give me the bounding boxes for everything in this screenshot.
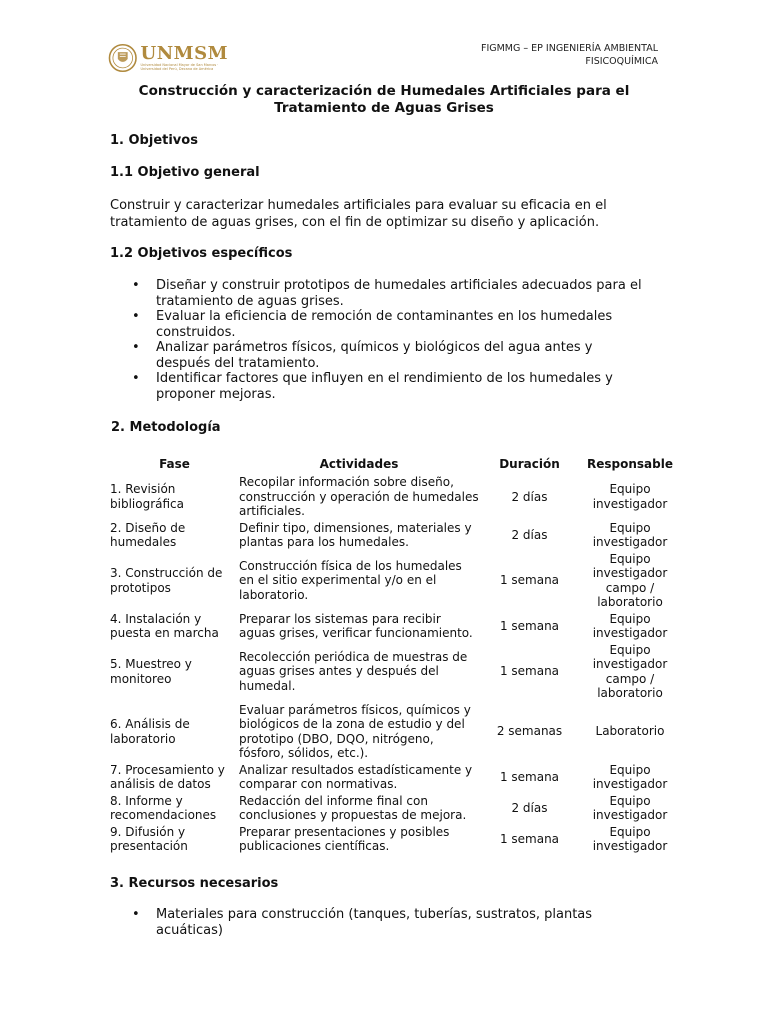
section-objectives-heading: 1. Objetivos <box>110 133 198 148</box>
table-row <box>110 475 680 521</box>
table-row <box>110 643 680 703</box>
duration-cell: 1 semana <box>499 664 560 679</box>
logo-name: UNMSM <box>140 42 228 64</box>
department-label: FIGMMG – EP INGENIERÍA AMBIENTAL <box>480 43 658 54</box>
activity-cell: Recopilar información sobre diseño, construcción y operación de humedales artificiales. <box>239 475 479 518</box>
list-item: • Analizar parámetros físicos, químicos y biológicos del agua antes y después del tratamiento. <box>110 340 650 371</box>
responsible-cell: Laboratorio <box>595 724 665 739</box>
header-info <box>481 42 658 68</box>
section-methodology-heading: 2. Metodología <box>111 420 221 435</box>
phase-cell: 8. Informe y recomendaciones <box>110 793 217 822</box>
document-title: Construcción y caracterización de Humedales Artificiales para el Tratamiento de Aguas Grises <box>138 83 630 116</box>
activity-cell: Analizar resultados estadísticamente y comparar con normativas. <box>239 762 473 791</box>
responsible-cell: Equipo investigador campo / laboratorio <box>592 551 668 609</box>
specific-objectives-heading: 1.2 Objetivos específicos <box>110 246 293 261</box>
table-row <box>110 825 680 856</box>
column-header-duration: Duración <box>499 456 560 471</box>
table-row <box>110 703 680 763</box>
activity-cell: Construcción física de los humedales en el sitio experimental y/o en el laboratorio. <box>239 558 462 602</box>
methodology-table <box>110 453 680 856</box>
duration-cell: 1 semana <box>499 618 560 633</box>
phase-cell: 7. Procesamiento y análisis de datos <box>110 762 225 791</box>
phase-cell: 3. Construcción de prototipos <box>110 566 223 595</box>
duration-cell: 2 días <box>511 527 548 542</box>
duration-cell: 1 semana <box>499 831 560 846</box>
university-logo <box>108 40 228 76</box>
column-header-phase: Fase <box>159 456 190 471</box>
general-objective-heading: 1.1 Objetivo general <box>110 165 260 180</box>
phase-cell: 6. Análisis de laboratorio <box>110 717 190 746</box>
duration-cell: 1 semana <box>499 769 560 784</box>
table-row <box>110 612 680 643</box>
phase-cell: 9. Difusión y presentación <box>110 824 188 853</box>
table-row <box>110 521 680 552</box>
responsible-cell: Equipo investigador <box>592 824 668 853</box>
phase-cell: 2. Diseño de humedales <box>110 520 186 549</box>
specific-objectives-list <box>110 278 650 402</box>
duration-cell: 2 días <box>511 489 548 504</box>
phase-cell: 1. Revisión bibliográfica <box>110 482 184 511</box>
logo-subtitle: Universidad Nacional Mayor de San Marcos · Universidad del Perú, Decana de América <box>140 62 219 71</box>
list-item: • Identificar factores que influyen en el rendimiento de los humedales y proponer mejoras. <box>110 371 650 402</box>
activity-cell: Recolección periódica de muestras de aguas grises antes y después del humedal. <box>239 649 468 693</box>
table-row <box>110 552 680 612</box>
responsible-cell: Equipo investigador <box>592 793 668 822</box>
responsible-cell: Equipo investigador <box>592 482 668 511</box>
phase-cell: 5. Muestreo y monitoreo <box>110 657 192 686</box>
activity-cell: Definir tipo, dimensiones, materiales y plantas para los humedales. <box>239 520 472 549</box>
list-item: • Evaluar la eficiencia de remoción de contaminantes en los humedales construidos. <box>110 309 650 340</box>
duration-cell: 2 días <box>511 800 548 815</box>
column-header-responsible: Responsable <box>587 456 673 471</box>
resources-list <box>110 907 650 938</box>
responsible-cell: Equipo investigador <box>592 520 668 549</box>
activity-cell: Evaluar parámetros físicos, químicos y biológicos de la zona de estudio y del prototipo (DBO, DQO, nitrógeno, fósforo, sólidos, etc.). <box>239 702 471 760</box>
table-row <box>110 794 680 825</box>
general-objective-text: Construir y caracterizar humedales artificiales para evaluar su eficacia en el tratamiento de aguas grises, con el fin de optimizar su diseño y aplicación. <box>110 198 607 230</box>
phase-cell: 4. Instalación y puesta en marcha <box>110 611 219 640</box>
duration-cell: 2 semanas <box>496 724 563 739</box>
list-item: • Diseñar y construir prototipos de humedales artificiales adecuados para el tratamiento de aguas grises. <box>110 278 650 309</box>
table-row <box>110 763 680 794</box>
course-label: FISICOQUÍMICA <box>585 56 658 67</box>
duration-cell: 1 semana <box>499 573 560 588</box>
column-header-activities: Actividades <box>319 456 399 471</box>
activity-cell: Preparar los sistemas para recibir aguas grises, verificar funcionamiento. <box>239 611 473 640</box>
responsible-cell: Equipo investigador campo / laboratorio <box>592 642 668 700</box>
activity-cell: Preparar presentaciones y posibles publicaciones científicas. <box>239 824 450 853</box>
list-item: • Materiales para construcción (tanques, tuberías, sustratos, plantas acuáticas) <box>110 907 650 938</box>
activity-cell: Redacción del informe final con conclusiones y propuestas de mejora. <box>239 793 467 822</box>
responsible-cell: Equipo investigador <box>592 762 668 791</box>
section-resources-heading: 3. Recursos necesarios <box>110 876 279 891</box>
table-header-row <box>110 453 680 475</box>
university-seal-icon <box>108 43 138 73</box>
responsible-cell: Equipo investigador <box>592 611 668 640</box>
